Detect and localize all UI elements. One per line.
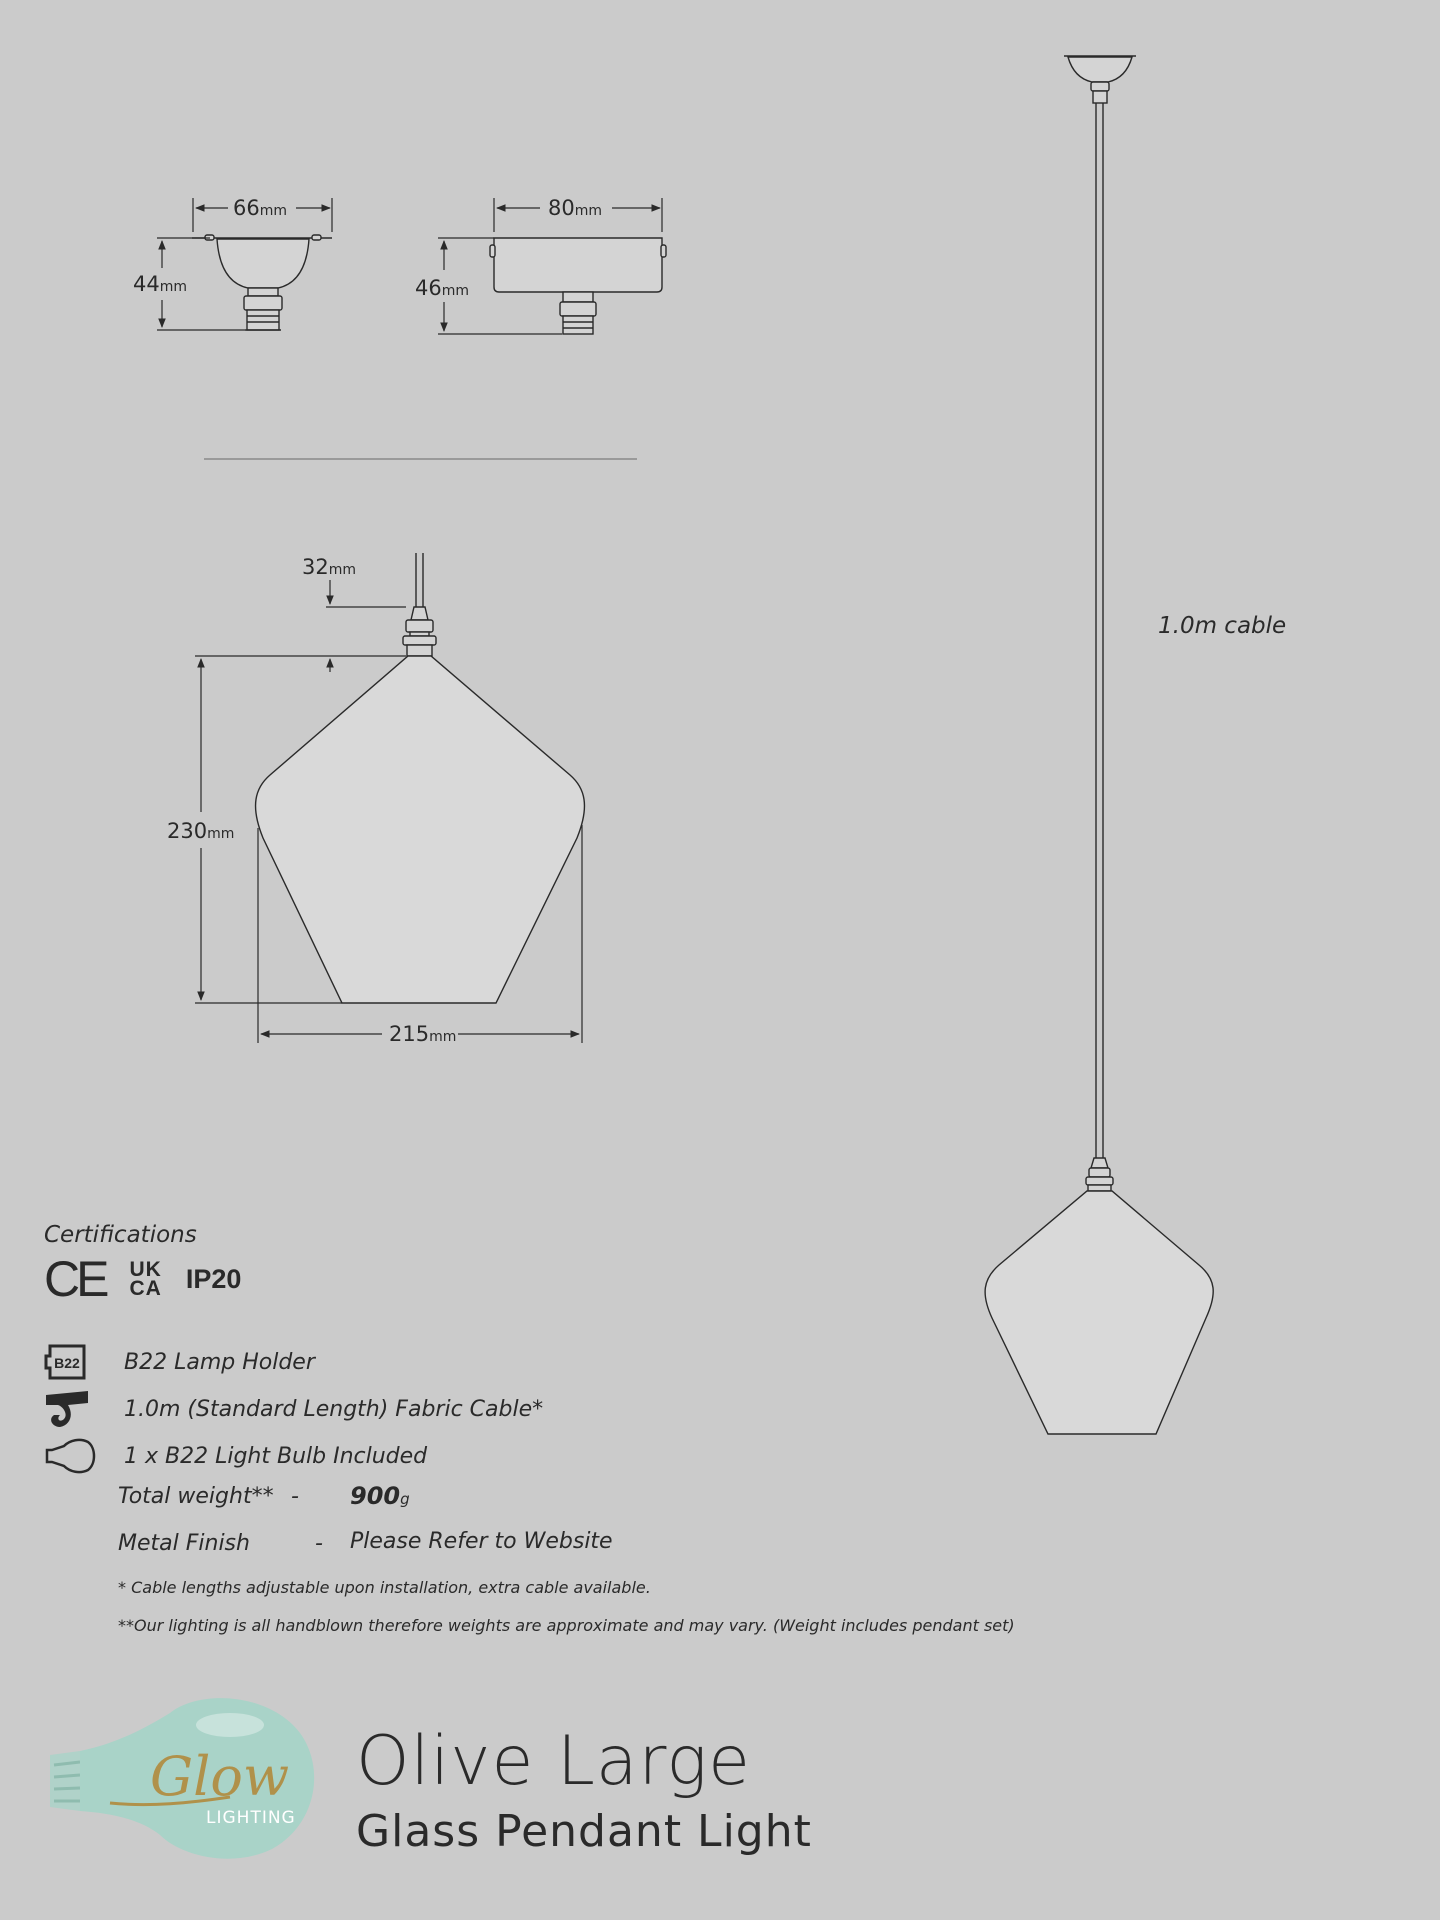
- rose-small-height-label: 44mm: [133, 272, 188, 296]
- feature-bulb: [44, 1436, 427, 1476]
- rose-large-height-label: 46mm: [415, 276, 470, 300]
- feature-fabric-cable: [44, 1389, 543, 1429]
- holder-height-label: 32mm: [302, 555, 357, 579]
- feature-lamp-holder: [44, 1342, 315, 1382]
- cable-length-label: 1.0m cable: [1158, 613, 1287, 639]
- certifications-title: Certifications: [44, 1222, 197, 1248]
- feature-text: 1 x B22 Light Bulb Included: [124, 1443, 428, 1469]
- ukca-top: UK: [129, 1258, 162, 1281]
- ukca-mark: [129, 1260, 161, 1298]
- ce-mark: CE: [44, 1251, 106, 1307]
- ceiling-rose-large-drawing: [490, 238, 666, 334]
- fabric-cable-icon: [44, 1389, 96, 1429]
- glow-lighting-logo: [40, 1685, 330, 1865]
- full-pendant-drawing: [985, 56, 1213, 1434]
- spec-finish: [118, 1531, 718, 1563]
- logo-sub-text: LIGHTING: [206, 1808, 296, 1828]
- certification-marks: [44, 1251, 242, 1307]
- shade-height-label: 230mm: [167, 819, 235, 843]
- ip-rating: IP20: [185, 1263, 242, 1294]
- logo-bulb-base: [50, 1751, 80, 1811]
- weight-label: Total weight**: [118, 1484, 274, 1509]
- weight-separator: -: [291, 1484, 299, 1509]
- feature-text: B22 Lamp Holder: [124, 1349, 315, 1375]
- rose-large-width-label: 80mm: [548, 196, 603, 220]
- shade-dimension-drawing: [256, 553, 585, 1003]
- cable-note: * Cable lengths adjustable upon installation, extra cable available.: [118, 1578, 651, 1597]
- weight-note: **Our lighting is all handblown therefore weights are approximate and may vary. (Weight includes pendant set): [118, 1616, 1015, 1635]
- weight-value: 900g: [350, 1482, 410, 1510]
- spec-weight: [118, 1484, 718, 1516]
- feature-text: 1.0m (Standard Length) Fabric Cable*: [124, 1396, 544, 1422]
- b22-lamp-holder-icon: [44, 1342, 96, 1382]
- rose-small-width-label: 66mm: [233, 196, 288, 220]
- light-bulb-icon: [44, 1436, 96, 1476]
- finish-separator: -: [315, 1531, 323, 1556]
- ceiling-rose-small-drawing: [192, 235, 332, 330]
- b22-icon-text: B22: [54, 1355, 80, 1371]
- finish-value: Please Refer to Website: [350, 1529, 613, 1554]
- shade-width-label: 215mm: [389, 1022, 457, 1046]
- logo-script-text: Glow: [150, 1745, 290, 1808]
- product-name: Olive Large: [356, 1722, 751, 1801]
- product-type: Glass Pendant Light: [356, 1806, 812, 1857]
- ukca-bottom: CA: [129, 1277, 162, 1300]
- finish-label: Metal Finish: [118, 1531, 250, 1556]
